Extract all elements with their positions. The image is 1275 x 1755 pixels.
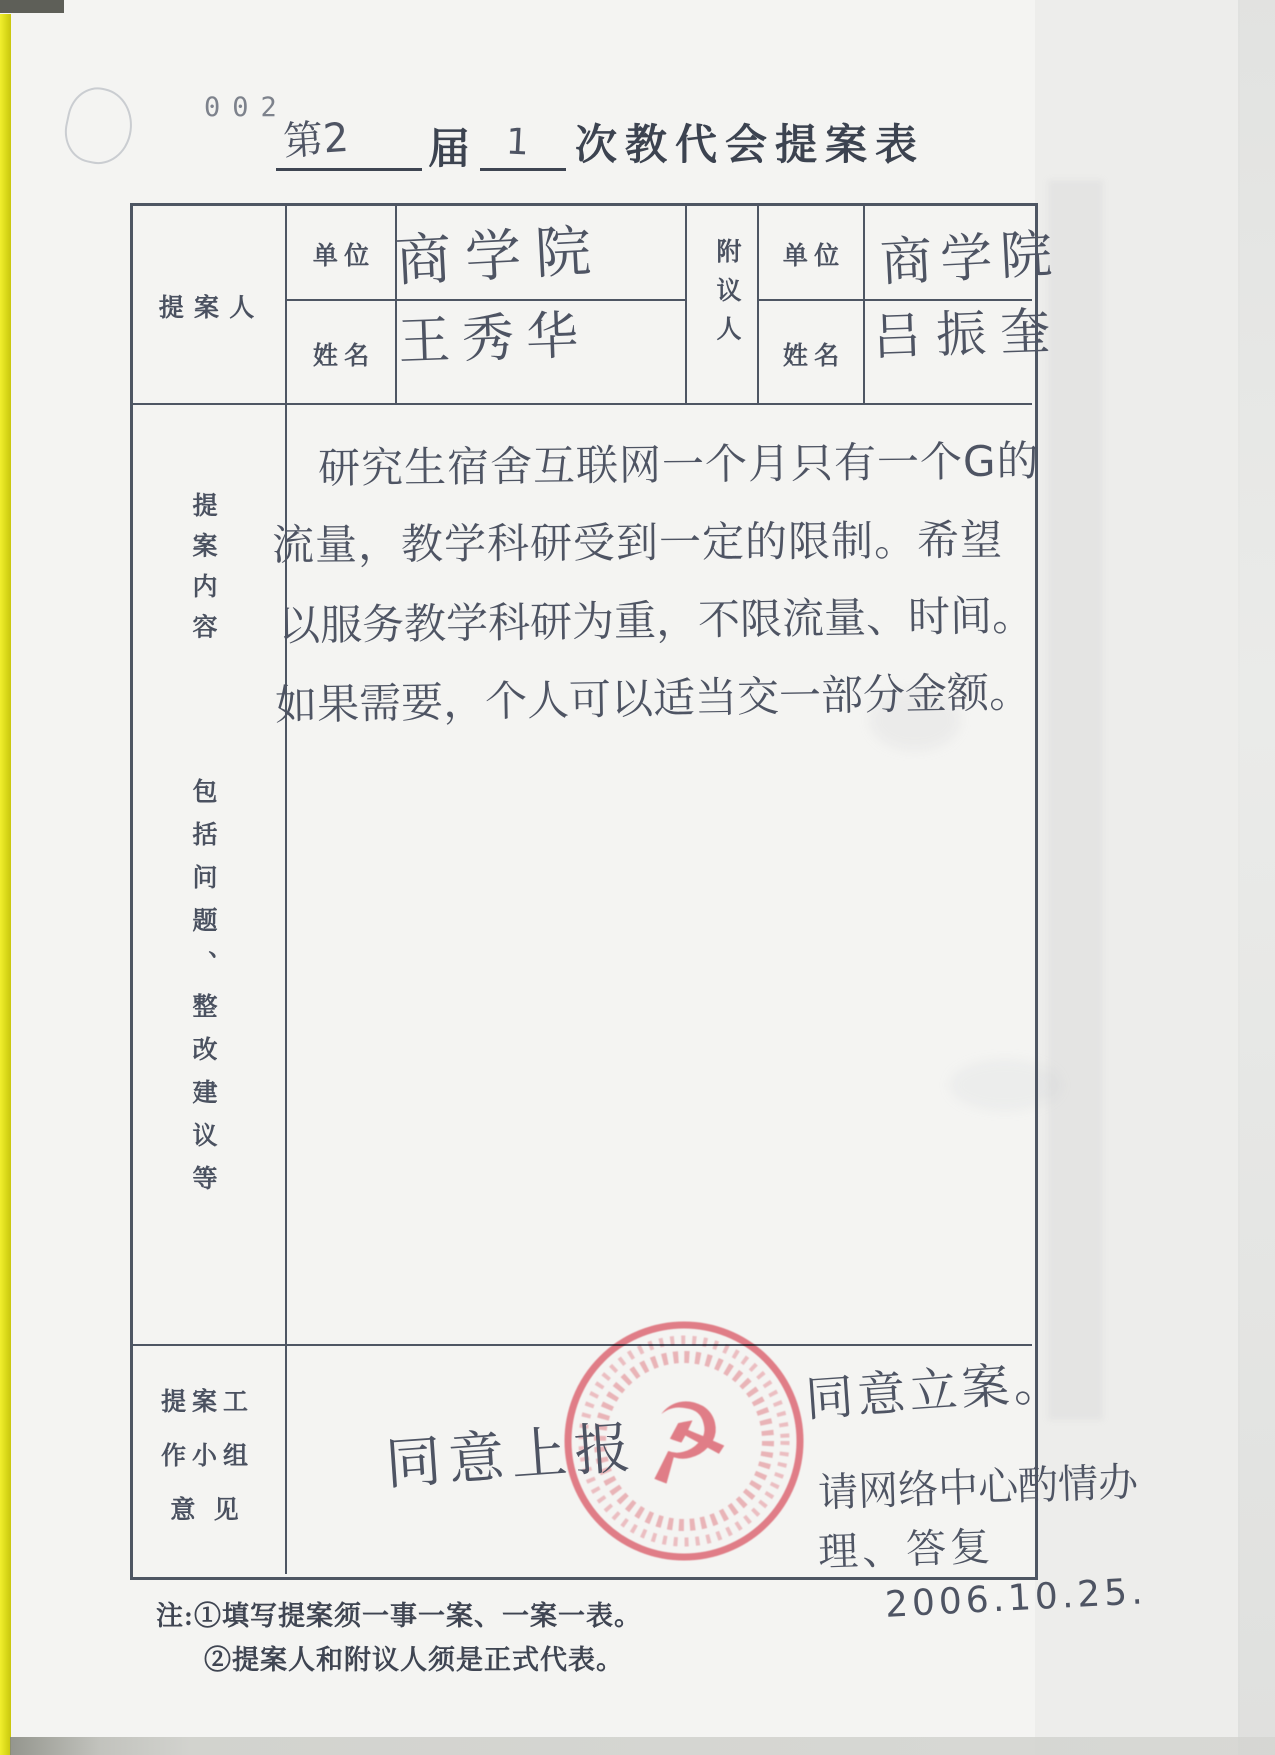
page-title: 次教代会提案表 <box>575 123 926 169</box>
workgroup-label-line2: 作小组 <box>160 1443 254 1470</box>
title-underline-1 <box>276 168 422 171</box>
seconder-unit-label: 单 位 <box>782 243 840 270</box>
scan-edge-shadow <box>0 0 64 13</box>
seconder-unit-value: 商学院 <box>878 224 1062 294</box>
opinion-left-handwritten: 同意上报 <box>383 1415 640 1498</box>
scan-streak <box>1048 180 1103 1420</box>
table-vline <box>757 203 759 403</box>
seconder-name-label: 姓 名 <box>782 343 840 370</box>
title-round-label: 届 <box>428 127 471 173</box>
title-session-number-handwritten: 1 <box>504 121 530 164</box>
pencil-circle-mark <box>59 82 139 170</box>
opinion-right-line3: 理、答复 <box>817 1523 995 1577</box>
footer-note-2: ②提案人和附议人须是正式代表。 <box>204 1645 624 1675</box>
seconder-name-value: 吕振奎 <box>871 301 1066 367</box>
proposer-unit-label: 单 位 <box>312 243 370 270</box>
scanned-folder-edge <box>0 14 11 1755</box>
content-line-2: 流量，教学科研受到一定的限制。希望 <box>271 515 1004 570</box>
content-line-1: 研究生宿舍互联网一个月只有一个G的 <box>317 436 1040 493</box>
content-section-label-top: 提案内容 <box>189 492 216 654</box>
title-underline-2 <box>480 168 566 171</box>
hammer-sickle-icon: ☭ <box>625 1376 744 1511</box>
content-section-label-bottom: 包括问题、整改建议等 <box>189 778 216 1208</box>
workgroup-label-line1: 提案工 <box>160 1389 254 1416</box>
proposer-label: 提 案 人 <box>158 295 257 322</box>
proposer-unit-value: 商学院 <box>393 218 607 295</box>
opinion-right-line2: 请网络中心酌情办 <box>817 1459 1139 1517</box>
table-vline <box>285 203 287 1574</box>
scan-bottom-edge <box>10 1737 1275 1755</box>
page-number-stamp: 002 <box>204 92 289 123</box>
table-hline <box>130 403 1032 405</box>
table-vline <box>685 203 687 403</box>
content-line-3: 以服务教学科研为重，不限流量、时间。 <box>277 590 1035 651</box>
seconder-label: 附议人 <box>713 238 740 355</box>
proposer-name-value: 王秀华 <box>397 305 592 373</box>
proposer-name-label: 姓 名 <box>312 343 370 370</box>
workgroup-label-line3: 意 见 <box>170 1497 245 1524</box>
footer-note-1: 注:①填写提案须一事一案、一案一表。 <box>156 1601 642 1631</box>
scan-right-edge <box>1238 0 1275 1755</box>
content-line-4: 如果需要，个人可以适当交一部分金额。 <box>274 667 1032 730</box>
title-round-number-handwritten: 第2 <box>281 114 351 166</box>
table-vline <box>863 203 865 403</box>
opinion-right-line1: 同意立案。 <box>803 1353 1067 1428</box>
opinion-date-handwritten: 2006.10.25. <box>884 1571 1148 1626</box>
